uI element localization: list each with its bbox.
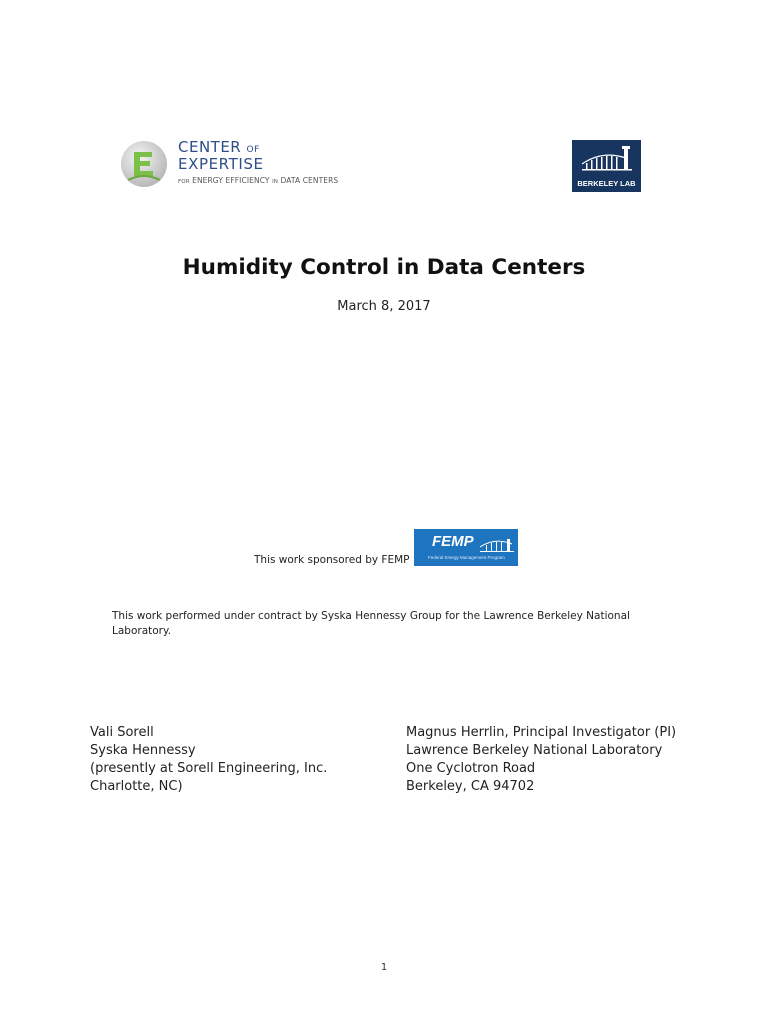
author-line: Magnus Herrlin, Principal Investigator (PI) bbox=[406, 725, 677, 740]
author-line: One Cyclotron Road bbox=[406, 761, 536, 776]
femp-logo bbox=[414, 529, 518, 566]
author-block-left bbox=[90, 724, 390, 796]
sponsor-text: This work sponsored by FEMP bbox=[254, 554, 410, 566]
author-line: Charlotte, NC) bbox=[90, 779, 183, 794]
berkeley-lab-text: BERKELEY LAB bbox=[577, 179, 636, 188]
center-of-expertise-logo bbox=[120, 138, 360, 194]
coe-line-expertise: EXPERTISE bbox=[178, 155, 264, 173]
author-line: Vali Sorell bbox=[90, 725, 154, 740]
document-title: Humidity Control in Data Centers bbox=[182, 255, 586, 280]
author-line: (presently at Sorell Engineering, Inc. bbox=[90, 761, 328, 776]
berkeley-lab-logo bbox=[572, 140, 641, 192]
page-number: 1 bbox=[380, 962, 388, 973]
author-line: Syska Hennessy bbox=[90, 743, 196, 758]
coe-emblem-icon bbox=[120, 140, 168, 188]
femp-building-icon bbox=[480, 537, 514, 553]
contract-statement: This work performed under contract by Syska Hennessy Group for the Lawrence Berkeley National Laboratory. bbox=[112, 610, 630, 637]
femp-logo-word: FEMP bbox=[432, 533, 474, 550]
coe-line-tagline: FOR ENERGY EFFICIENCY IN DATA CENTERS bbox=[178, 176, 339, 185]
berkeley-lab-building-icon bbox=[578, 146, 635, 174]
author-line: Berkeley, CA 94702 bbox=[406, 779, 535, 794]
author-block-right bbox=[406, 724, 736, 796]
author-line: Lawrence Berkeley National Laboratory bbox=[406, 743, 663, 758]
femp-logo-subtitle: Federal Energy Management Program bbox=[428, 555, 505, 560]
coe-line-center: CENTER OF bbox=[178, 138, 260, 156]
document-date: March 8, 2017 bbox=[337, 299, 431, 314]
